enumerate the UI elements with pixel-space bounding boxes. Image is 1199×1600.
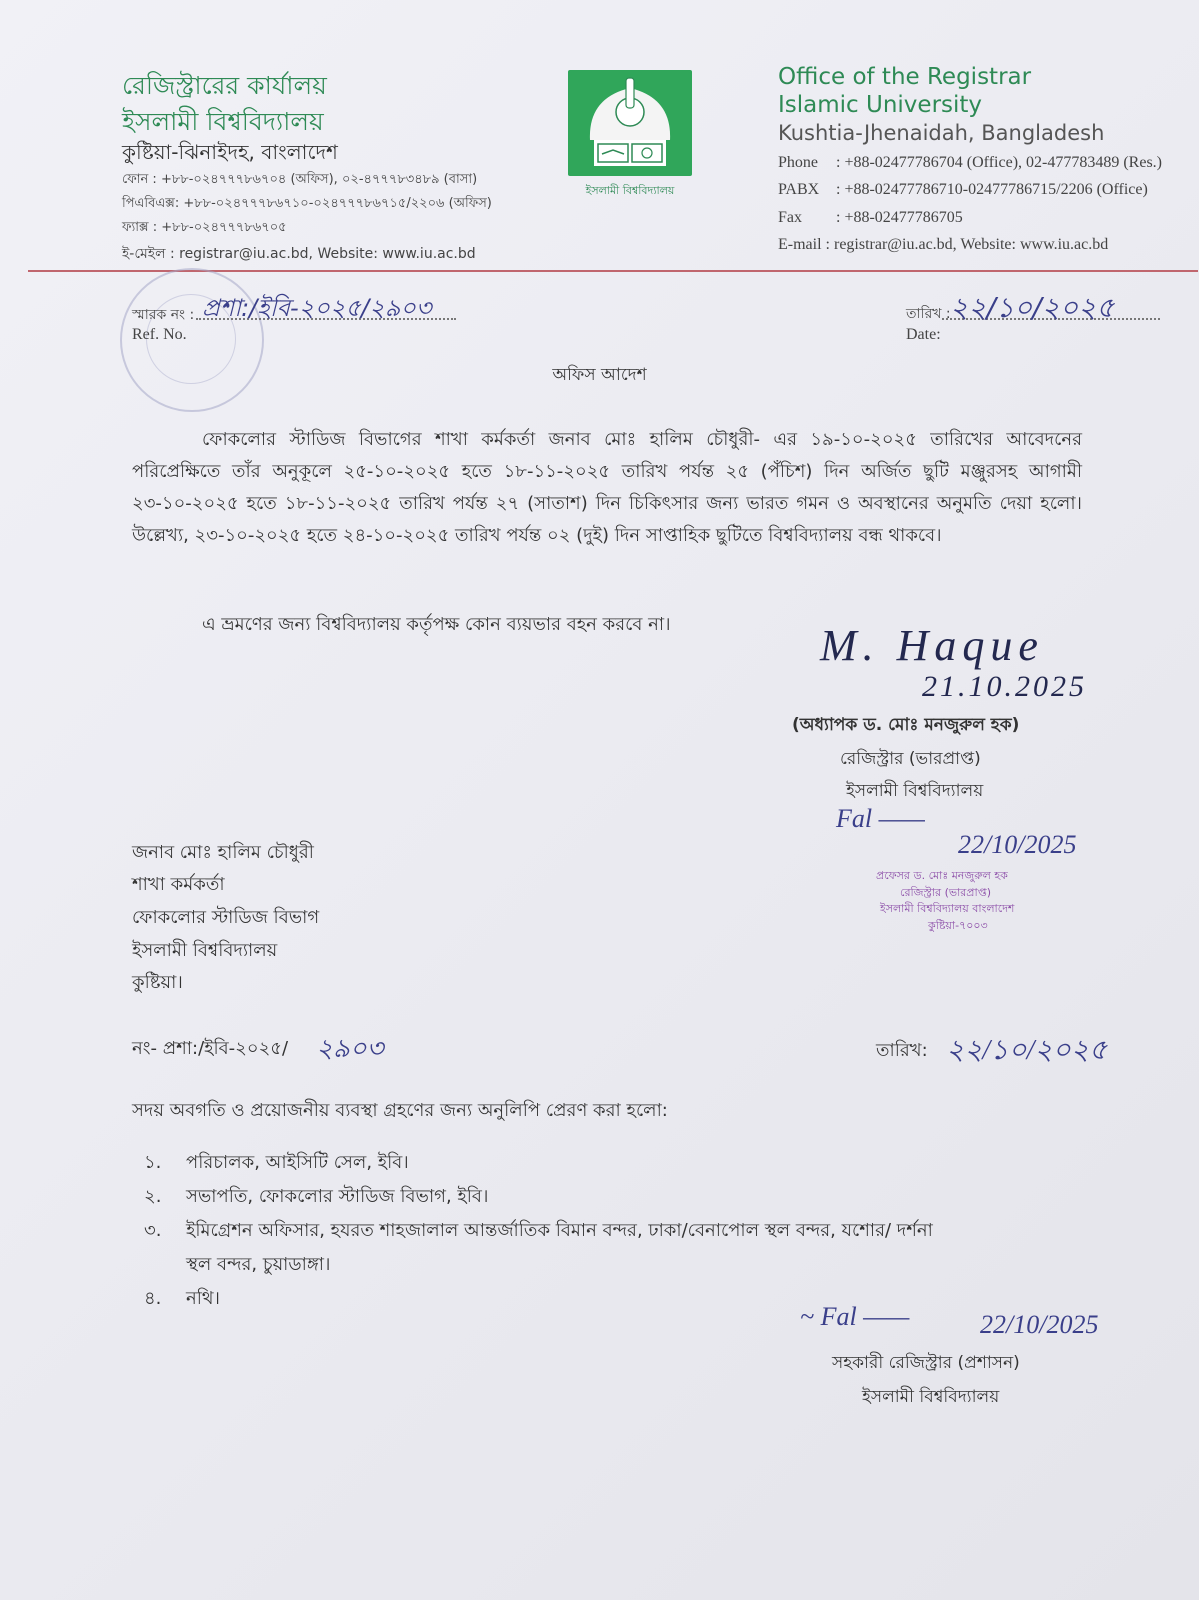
bn-address: কুষ্টিয়া-ঝিনাইদহ, বাংলাদেশ — [122, 140, 338, 164]
recipient-department: ফোকলোর স্টাডিজ বিভাগ — [132, 907, 320, 928]
registrar-title: রেজিস্ট্রার (ভারপ্রাপ্ত) — [840, 749, 981, 769]
copy-date-label: তারিখ: — [876, 1040, 928, 1061]
seal-text-name: প্রফেসর ড. মোঃ মনজুরুল হক — [876, 869, 1008, 882]
copy-item-text-continued: স্থল বন্দর, চুয়াডাঙ্গা। — [186, 1254, 331, 1275]
phone-value: : +88-02477786704 (Office), 02-477783489 (Res.) — [836, 154, 1163, 171]
bn-phone: ফোন : +৮৮-০২৪৭৭৭৮৬৭০৪ (অফিস), ০২-৪৭৭৭৮৩৪৮৯ (বাসা) — [122, 172, 478, 187]
ref-number-handwritten: প্রশা:/ইবি-২০২৫/২৯০৩ — [202, 294, 432, 322]
copy-item-number: ২. — [144, 1186, 162, 1207]
pabx-label: PABX — [778, 181, 820, 198]
seal-text-university: ইসলামী বিশ্ববিদ্যালয় বাংলাদেশ — [880, 902, 1015, 915]
bn-email: ই-মেইল : registrar@iu.ac.bd, Website: www.iu.ac.bd — [122, 246, 476, 262]
copy-item-number: ৪. — [144, 1288, 162, 1309]
copy-item-text: নথি। — [186, 1288, 220, 1309]
second-signature-date: 22/10/2025 — [958, 830, 1077, 859]
bn-university-title: ইসলামী বিশ্ববিদ্যালয় — [122, 107, 324, 136]
copy-item-text: পরিচালক, আইসিটি সেল, ইবি। — [186, 1152, 409, 1173]
copy-item-number: ১. — [144, 1152, 162, 1173]
recipient-name: জনাব মোঃ হালিম চৌধুরী — [132, 842, 314, 863]
en-office-title: Office of the Registrar — [778, 64, 1032, 90]
copy-heading: সদয় অবগতি ও প্রয়োজনীয় ব্যবস্থা গ্রহণের জন্য অনুলিপি প্রেরণ করা হলো: — [132, 1100, 668, 1121]
expense-note: এ ভ্রমণের জন্য বিশ্ববিদ্যালয় কর্তৃপক্ষ কোন ব্যয়ভার বহন করবে না। — [202, 614, 671, 635]
assistant-registrar-title: সহকারী রেজিস্ট্রার (প্রশাসন) — [832, 1353, 1020, 1373]
ref-label-en: Ref. No. — [132, 326, 187, 343]
assistant-registrar-signature-date: 22/10/2025 — [980, 1310, 1099, 1339]
phone-label: Phone — [778, 154, 818, 171]
recipient-university: ইসলামী বিশ্ববিদ্যালয় — [132, 940, 278, 961]
bn-fax: ফ্যাক্স : +৮৮-০২৪৭৭৭৮৬৭০৫ — [122, 220, 287, 235]
ref-label-bn: স্মারক নং : — [132, 307, 195, 323]
email-line: E-mail : registrar@iu.ac.bd, Website: www.iu.ac.bd — [778, 236, 1109, 253]
seal-text-city: কুষ্টিয়া-৭০০৩ — [928, 919, 988, 932]
seal-text-title: রেজিস্ট্রার (ভারপ্রাপ্ত) — [900, 886, 992, 899]
logo-caption: ইসলামী বিশ্ববিদ্যালয় — [585, 184, 675, 197]
bn-pabx: পিএবিএক্স: +৮৮-০২৪৭৭৭৮৬৭১০-০২৪৭৭৭৮৬৭১৫/২২০৬ (অফিস) — [122, 196, 492, 211]
copy-number-prefix: নং- প্রশা:/ইবি-২০২৫/ — [132, 1038, 289, 1059]
recipient-post: শাখা কর্মকর্তা — [132, 874, 225, 895]
en-university-title: Islamic University — [778, 92, 983, 118]
fax-label: Fax — [778, 209, 802, 226]
fax-value: : +88-02477786705 — [836, 209, 963, 226]
copy-item-text: ইমিগ্রেশন অফিসার, হযরত শাহজালাল আন্তর্জাতিক বিমান বন্দর, ঢাকা/বেনাপোল স্থল বন্দর, যশোর/ দর্শনা — [186, 1220, 933, 1241]
assistant-registrar-signature: ~ Fal —— — [800, 1302, 910, 1331]
copy-number-handwritten: ২৯০৩ — [316, 1034, 384, 1063]
bn-office-title: রেজিস্ট্রারের কার্যালয় — [122, 71, 327, 100]
university-logo — [568, 70, 692, 176]
registrar-signature-date: 21.10.2025 — [922, 670, 1087, 703]
registrar-university: ইসলামী বিশ্ববিদ্যালয় — [846, 781, 984, 801]
order-title: অফিস আদেশ — [552, 365, 647, 385]
date-handwritten: ২২/১০/২০২৫ — [950, 291, 1115, 324]
copy-date-handwritten: ২২/১০/২০২৫ — [946, 1035, 1108, 1066]
date-label-bn: তারিখ : — [906, 306, 951, 322]
recipient-city: কুষ্টিয়া। — [132, 972, 183, 993]
pabx-value: : +88-02477786710-02477786715/2206 (Office) — [836, 181, 1148, 198]
logo-emblem-icon — [568, 70, 692, 176]
date-label-en: Date: — [906, 326, 941, 343]
en-address: Kushtia-Jhenaidah, Bangladesh — [778, 121, 1105, 145]
assistant-registrar-university: ইসলামী বিশ্ববিদ্যালয় — [862, 1387, 1000, 1407]
registrar-name: (অধ্যাপক ড. মোঃ মনজুরুল হক) — [792, 715, 1020, 735]
second-signature: Fal —— — [836, 804, 925, 833]
copy-item-number: ৩. — [144, 1220, 162, 1241]
copy-item-text: সভাপতি, ফোকলোর স্টাডিজ বিভাগ, ইবি। — [186, 1186, 489, 1207]
order-body-paragraph: ফোকলোর স্টাডিজ বিভাগের শাখা কর্মকর্তা জনাব মোঃ হালিম চৌধুরী- এর ১৯-১০-২০২৫ তারিখের আবেদনের পরিপ্রেক্ষিতে তাঁর অনুকূলে ২৫-১০-২০২৫ হতে ১৮-১১-২০২৫ তারিখ পর্যন্ত ২৫ (পঁচিশ) দিন অর্জিত ছুটি মঞ্জুরসহ আগামী ২৩-১০-২০২৫ হতে ১৮-১১-২০২৫ তারিখ পর্যন্ত ২৭ (সাতাশ) দিন চিকিৎসার জন্য ভারত গমন ও অবস্থানের অনুমতি দেয়া হলো। উল্লেখ্য, ২৩-১০-২০২৫ হতে ২৪-১০-২০২৫ তারিখ পর্যন্ত ০২ (দুই) দিন সাপ্তাহিক ছুটিতে বিশ্ববিদ্যালয় বন্ধ থাকবে। — [132, 429, 1082, 546]
registrar-signature: M. Haque — [820, 621, 1044, 670]
